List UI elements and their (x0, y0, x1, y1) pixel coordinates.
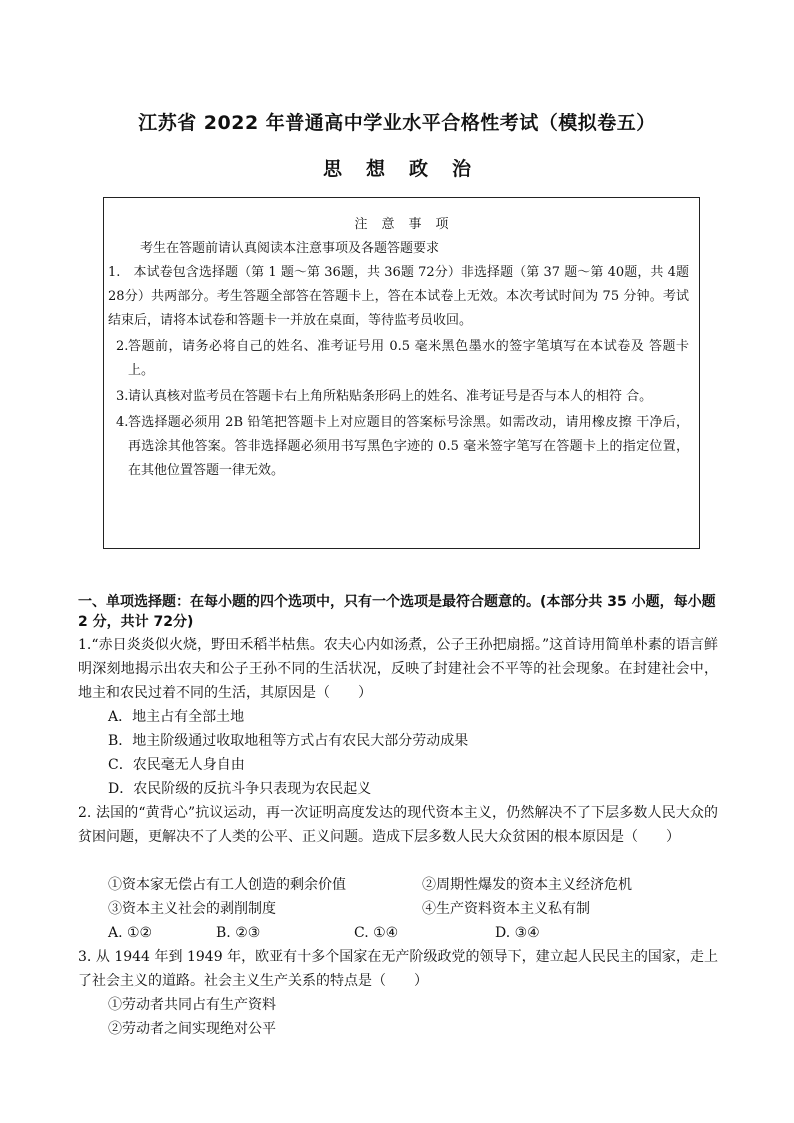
notice-item-text: 请认真核对监考员在答题卡右上角所粘贴条形码上的姓名、准考证号是否与本人的相符 合。 (128, 389, 653, 404)
notice-item-2 (104, 333, 699, 383)
notice-item-1: 1. 本试卷包含选择题（第 1 题～第 36题，共 36题 72分）非选择题（第 37 题～第 40题，共 4题 28分）共两部分。考生答题全部答在答题卡上，答在本试卷上无效。本次考试时间为 75 分钟。考试结束后，请将本试卷和答题卡一并放在桌面，等待监考员收回。 (108, 265, 689, 328)
question-2-statement-2: ②周期性爆发的资本主义经济危机 (422, 877, 632, 893)
question-2-statement-1: ①资本家无偿占有工人创造的剩余价值 (108, 877, 346, 893)
notice-intro: 考生在答题前请认真阅读本注意事项及各题答题要求 (140, 241, 440, 256)
question-1-option-a: A．地主占有全部土地 (108, 709, 245, 725)
question-1-stem: 1.“赤日炎炎似火烧，野田禾稻半枯焦。农夫心内如汤煮，公子王孙把扇摇。”这首诗用简单朴素的语言鲜明深刻地揭示出农夫和公子王孙不同的生活状况，反映了封建社会不平等的社会现象。在封建社会中，地主和农民过着不同的生活，其原因是（ ） (78, 637, 718, 701)
subject-title: 思想政治 (322, 158, 495, 180)
question-2-stem: 2. 法国的“黄背心”抗议运动，再一次证明高度发达的现代资本主义，仍然解决不了下层多数人民大众的贫困问题，更解决不了人类的公平、正义问题。造成下层多数人民大众贫困的根本原因是（ ） (78, 805, 718, 845)
notice-heading: 注意事项 (354, 217, 463, 232)
notice-item-number: 3. (116, 389, 129, 404)
notice-box (103, 197, 700, 549)
question-2-option-d: D. ③④ (495, 925, 540, 941)
question-1-option-d: D．农民阶级的反抗斗争只表现为农民起义 (108, 781, 372, 797)
question-2-option-b: B. ②③ (216, 925, 261, 941)
question-3-stem: 3. 从 1944 年到 1949 年，欧亚有十多个国家在无产阶级政党的领导下，建立起人民民主的国家，走上了社会主义的道路。社会主义生产关系的特点是（ ） (78, 949, 718, 989)
notice-item-4 (104, 409, 699, 483)
question-1-option-c: C．农民毫无人身自由 (108, 757, 245, 773)
question-2-statement-3: ③资本主义社会的剥削制度 (108, 901, 276, 917)
question-3-statement-1: ①劳动者共同占有生产资料 (108, 997, 276, 1013)
section-heading: 一、单项选择题：在每小题的四个选项中，只有一个选项是最符合题意的。(本部分共 35 小题，每小题 2 分，共计 72分) (78, 594, 716, 630)
notice-item-3 (104, 383, 699, 409)
question-2-statement-4: ④生产资料资本主义私有制 (422, 901, 590, 917)
notice-item-text: 答题前，请务必将自己的姓名、准考证号用 0.5 毫米黑色墨水的签字笔填写在本试卷及 答题卡上。 (128, 339, 689, 378)
question-2-option-a: A. ①② (108, 925, 153, 941)
notice-item-number: 2. (116, 339, 129, 354)
exam-title: 江苏省 2022 年普通高中学业水平合格性考试（模拟卷五） (138, 112, 656, 134)
notice-item-text: 答选择题必须用 2B 铅笔把答题卡上对应题目的答案标号涂黑。如需改动，请用橡皮擦 干净后，再选涂其他答案。答非选择题必须用书写黑色字迹的 0.5 毫米签字笔写在答题卡上的指定位置，在其他位置答题一律无效。 (128, 415, 689, 478)
question-2-option-c: C. ①④ (354, 925, 399, 941)
notice-item-number: 4. (116, 415, 129, 430)
question-1-option-b: B．地主阶级通过收取地租等方式占有农民大部分劳动成果 (108, 733, 469, 749)
question-3-statement-2: ②劳动者之间实现绝对公平 (108, 1021, 276, 1037)
